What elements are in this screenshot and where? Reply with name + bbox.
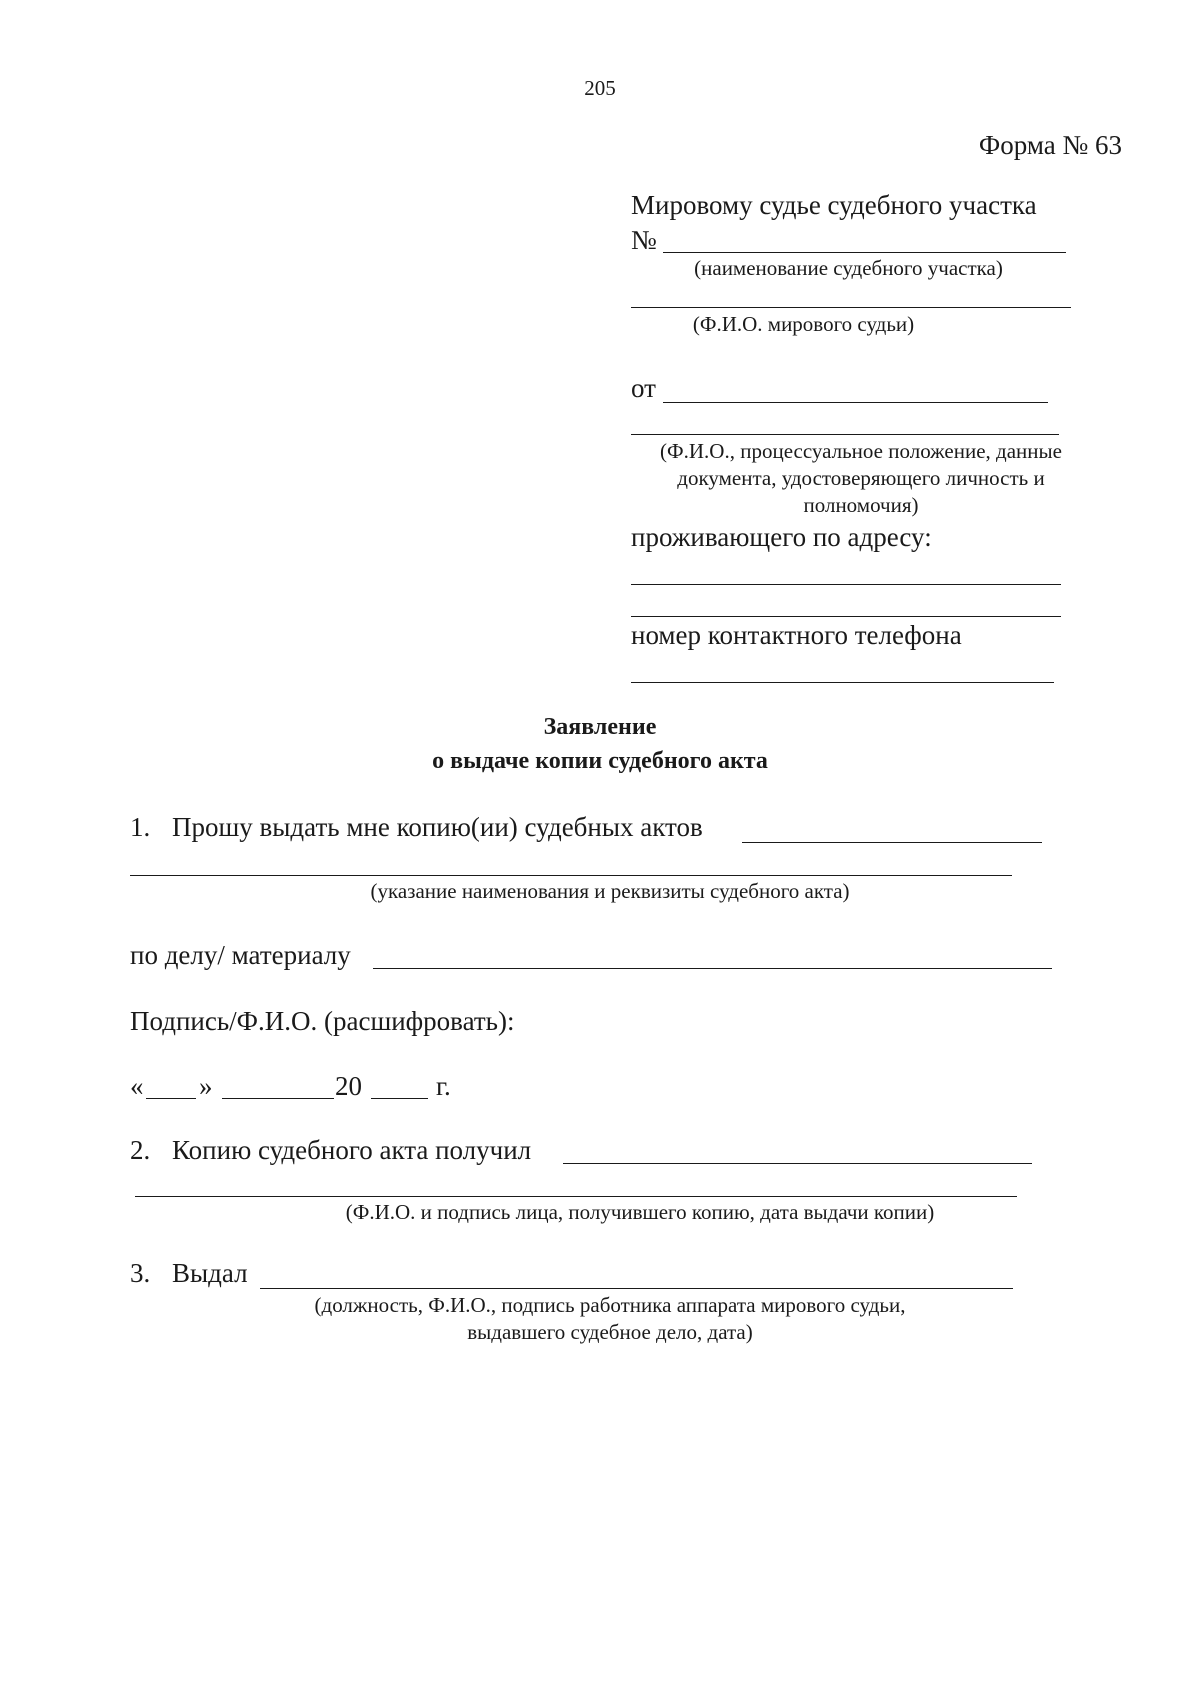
phone-field[interactable]	[631, 682, 1054, 683]
document-title: Заявление	[543, 714, 657, 740]
received-by-field[interactable]	[563, 1163, 1032, 1164]
item2-text: Копию судебного акта получил	[172, 1135, 532, 1165]
date-year-prefix: 20	[335, 1071, 362, 1101]
date-month-field[interactable]	[222, 1098, 334, 1099]
applicant-caption-line: документа, удостоверяющего личность и	[677, 466, 1045, 490]
form-number: Форма № 63	[978, 130, 1122, 160]
address-field-1[interactable]	[631, 584, 1061, 585]
received-by-caption: (Ф.И.О. и подпись лица, получившего копию, дата выдачи копии)	[345, 1200, 935, 1224]
court-acts-field[interactable]	[742, 842, 1042, 843]
address-label: проживающего по адресу:	[631, 522, 932, 552]
court-acts-caption: (указание наименования и реквизиты судебного акта)	[370, 879, 850, 903]
date-day-field[interactable]	[146, 1098, 196, 1099]
court-acts-field-continued[interactable]	[130, 875, 1012, 876]
issued-by-caption-line: выдавшего судебное дело, дата)	[467, 1320, 753, 1344]
page-number: 205	[584, 76, 616, 100]
phone-label: номер контактного телефона	[631, 620, 962, 650]
date-open-quote: «	[130, 1071, 144, 1101]
number-sign: №	[631, 225, 657, 255]
item-number: 1.	[130, 812, 151, 842]
issued-by-caption-line: (должность, Ф.И.О., подпись работника аппарата мирового судьи,	[314, 1293, 906, 1317]
item1-text: Прошу выдать мне копию(ии) судебных актов	[172, 812, 703, 842]
date-close-quote: »	[199, 1071, 213, 1101]
applicant-name-field[interactable]	[663, 402, 1048, 403]
addressee-line: Мировому судье судебного участка	[631, 190, 1037, 220]
applicant-caption-line: (Ф.И.О., процессуальное положение, данные	[660, 439, 1062, 463]
item-number: 2.	[130, 1135, 151, 1165]
address-field-2[interactable]	[631, 616, 1061, 617]
date-year-suffix: г.	[436, 1071, 451, 1101]
case-label: по делу/ материалу	[130, 940, 351, 970]
issued-by-field[interactable]	[260, 1288, 1013, 1289]
from-label: от	[631, 373, 656, 403]
judge-caption: (Ф.И.О. мирового судьи)	[692, 312, 915, 336]
case-field[interactable]	[373, 968, 1052, 969]
court-number-field[interactable]	[663, 252, 1066, 253]
applicant-details-field[interactable]	[631, 434, 1059, 435]
signature-label: Подпись/Ф.И.О. (расшифровать):	[130, 1006, 515, 1036]
applicant-caption-line: полномочия)	[803, 493, 919, 517]
received-by-field-continued[interactable]	[135, 1196, 1017, 1197]
issued-by-caption	[140, 1292, 1080, 1346]
judge-name-field[interactable]	[631, 307, 1071, 308]
item-number: 3.	[130, 1258, 151, 1288]
applicant-caption	[631, 438, 1091, 519]
date-year-field[interactable]	[371, 1098, 428, 1099]
document-subtitle: о выдаче копии судебного акта	[432, 748, 768, 774]
item3-text: Выдал	[172, 1258, 248, 1288]
court-caption: (наименование судебного участка)	[694, 256, 1003, 280]
